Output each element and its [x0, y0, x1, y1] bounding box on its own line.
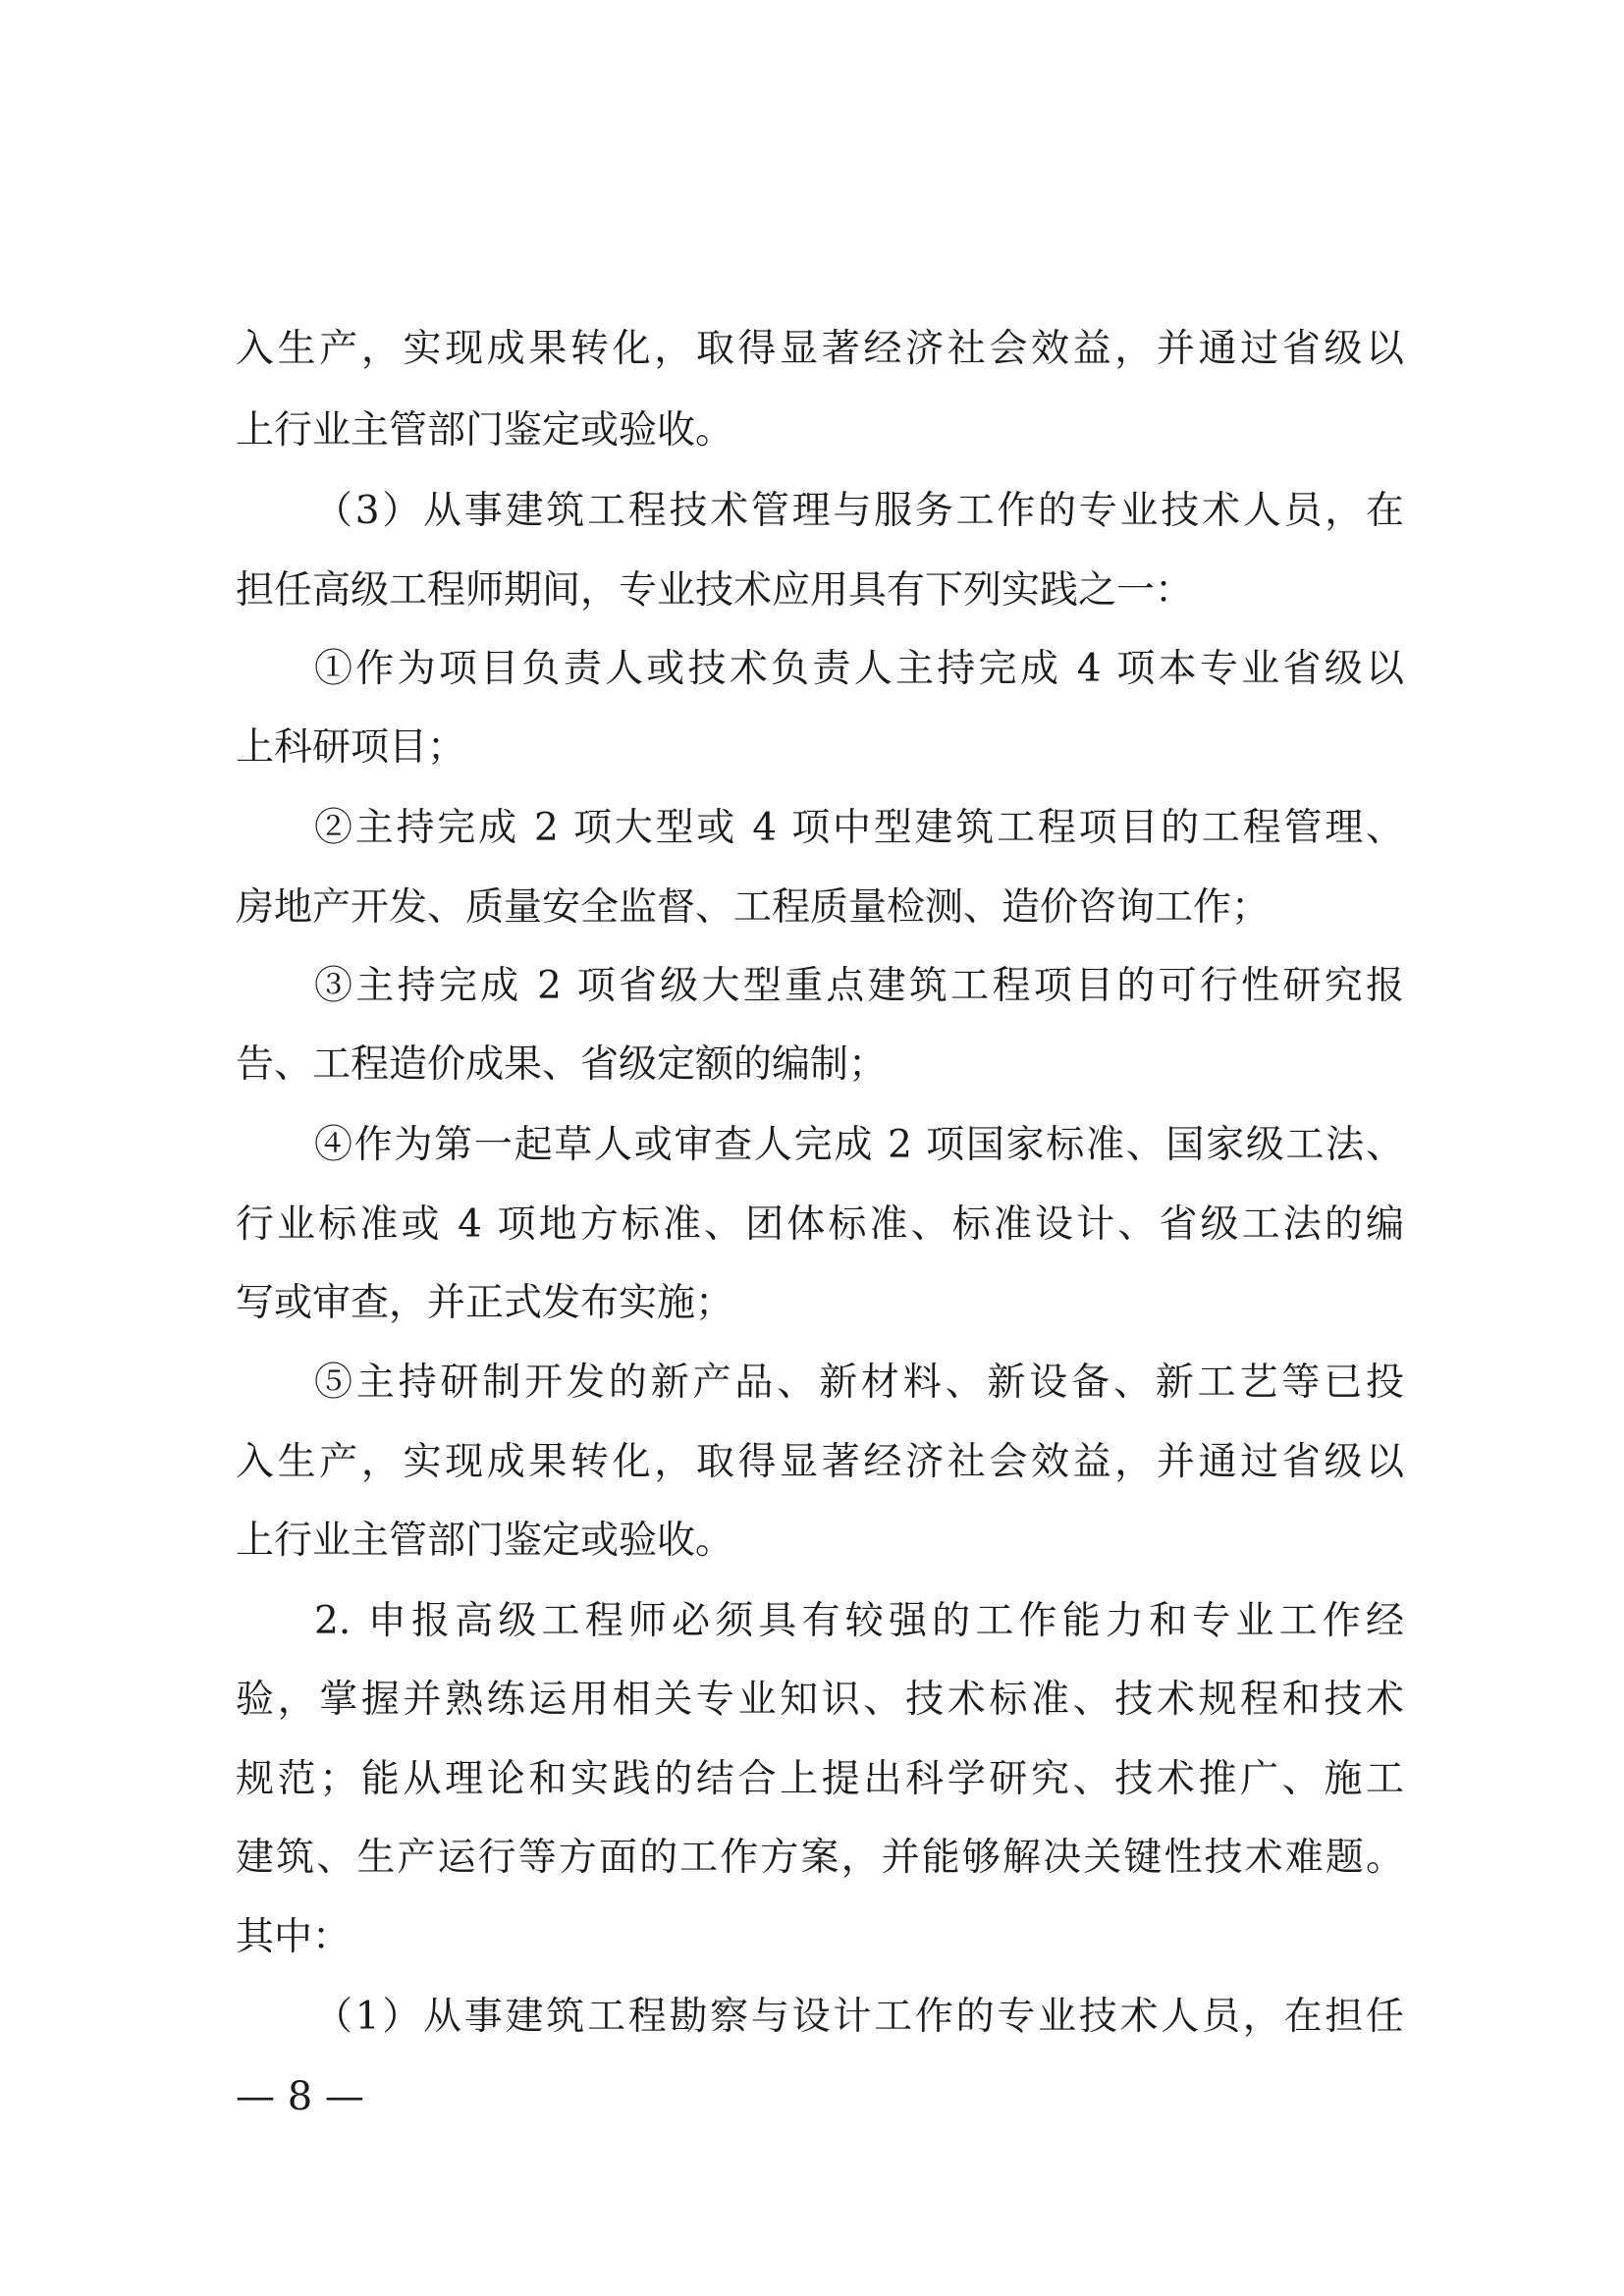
text-line: 验，掌握并熟练运用相关专业知识、技术标准、技术规程和技术 — [236, 1678, 1404, 1722]
section-item-2: 2. 申报高级工程师必须具有较强的工作能力和专业工作经 — [314, 1599, 1404, 1643]
text-line: 上科研项目； — [236, 725, 466, 770]
page-number: — 8 — — [236, 2074, 364, 2119]
list-item-5: ⑤主持研制开发的新产品、新材料、新设备、新工艺等已投 — [314, 1361, 1404, 1405]
list-item-2: ②主持完成 2 项大型或 4 项中型建筑工程项目的工程管理、 — [314, 806, 1404, 850]
paragraph-heading-1: （1）从事建筑工程勘察与设计工作的专业技术人员，在担任 — [314, 1995, 1404, 2039]
text-line: 房地产开发、质量安全监督、工程质量检测、造价咨询工作； — [236, 885, 1271, 930]
text-line: 上行业主管部门鉴定或验收。 — [236, 408, 734, 453]
text-line: 担任高级工程师期间，专业技术应用具有下列实践之一： — [236, 568, 1194, 613]
text-line: 其中： — [236, 1915, 352, 1959]
text-line: 上行业主管部门鉴定或验收。 — [236, 1519, 734, 1563]
text-line: 告、工程造价成果、省级定额的编制； — [236, 1042, 888, 1087]
paragraph-heading-3: （3）从事建筑工程技术管理与服务工作的专业技术人员，在 — [314, 489, 1404, 533]
list-item-4: ④作为第一起草人或审查人完成 2 项国家标准、国家级工法、 — [314, 1123, 1404, 1167]
list-item-1: ①作为项目负责人或技术负责人主持完成 4 项本专业省级以 — [314, 647, 1404, 691]
text-line: 入生产，实现成果转化，取得显著经济社会效益，并通过省级以 — [236, 1440, 1404, 1484]
text-line: 写或审查，并正式发布实施； — [236, 1281, 734, 1325]
text-line: 建筑、生产运行等方面的工作方案，并能够解决关键性技术难题。 — [236, 1836, 1404, 1880]
text-line: 入生产，实现成果转化，取得显著经济社会效益，并通过省级以 — [236, 327, 1404, 371]
list-item-3: ③主持完成 2 项省级大型重点建筑工程项目的可行性研究报 — [314, 964, 1404, 1008]
text-line: 规范；能从理论和实践的结合上提出科学研究、技术推广、施工 — [236, 1757, 1404, 1801]
text-line: 行业标准或 4 项地方标准、团体标准、标准设计、省级工法的编 — [236, 1202, 1404, 1247]
